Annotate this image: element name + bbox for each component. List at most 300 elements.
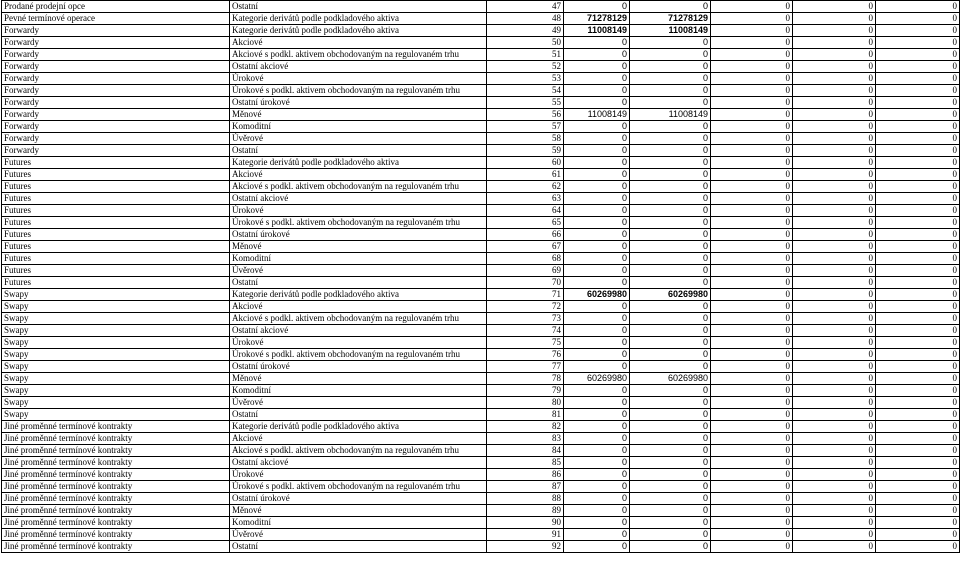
underlying-category-cell: Měnové — [230, 241, 487, 253]
value-cell-5: 0 — [876, 481, 960, 493]
value-cell-4: 0 — [793, 481, 876, 493]
value-cell-3: 0 — [711, 361, 793, 373]
value-cell-2: 0 — [630, 229, 711, 241]
table-row — [2, 397, 960, 409]
value-cell-5: 0 — [876, 169, 960, 181]
value-cell-2: 0 — [630, 301, 711, 313]
value-cell-4: 0 — [793, 361, 876, 373]
row-number-cell: 78 — [487, 373, 564, 385]
value-cell-2: 0 — [630, 205, 711, 217]
value-cell-4: 0 — [793, 169, 876, 181]
table-body — [2, 1, 960, 553]
table-row — [2, 205, 960, 217]
value-cell-3: 0 — [711, 241, 793, 253]
value-cell-4: 0 — [793, 289, 876, 301]
row-number-cell: 56 — [487, 109, 564, 121]
value-cell-3: 0 — [711, 409, 793, 421]
value-cell-1: 0 — [564, 301, 630, 313]
table-row — [2, 301, 960, 313]
value-cell-2: 0 — [630, 37, 711, 49]
table-row — [2, 121, 960, 133]
value-cell-1: 71278129 — [564, 13, 630, 25]
value-cell-5: 0 — [876, 145, 960, 157]
underlying-category-cell: Úrokové s podkl. aktivem obchodovaným na regulovaném trhu — [230, 481, 487, 493]
value-cell-4: 0 — [793, 277, 876, 289]
table-row — [2, 1, 960, 13]
value-cell-1: 0 — [564, 217, 630, 229]
row-number-cell: 84 — [487, 445, 564, 457]
underlying-category-cell: Kategorie derivátů podle podkladového aktiva — [230, 421, 487, 433]
derivatives-table — [1, 0, 960, 553]
value-cell-1: 0 — [564, 121, 630, 133]
underlying-category-cell: Ostatní — [230, 541, 487, 553]
derivative-type-cell: Forwardy — [2, 73, 230, 85]
value-cell-3: 0 — [711, 193, 793, 205]
table-row — [2, 13, 960, 25]
value-cell-4: 0 — [793, 529, 876, 541]
value-cell-5: 0 — [876, 61, 960, 73]
value-cell-2: 0 — [630, 409, 711, 421]
value-cell-5: 0 — [876, 25, 960, 37]
underlying-category-cell: Komoditní — [230, 253, 487, 265]
value-cell-3: 0 — [711, 37, 793, 49]
derivative-type-cell: Forwardy — [2, 133, 230, 145]
value-cell-3: 0 — [711, 289, 793, 301]
value-cell-1: 0 — [564, 517, 630, 529]
table-row — [2, 37, 960, 49]
value-cell-3: 0 — [711, 445, 793, 457]
value-cell-4: 0 — [793, 181, 876, 193]
value-cell-3: 0 — [711, 457, 793, 469]
value-cell-5: 0 — [876, 121, 960, 133]
value-cell-4: 0 — [793, 97, 876, 109]
underlying-category-cell: Ostatní úrokové — [230, 361, 487, 373]
value-cell-2: 0 — [630, 349, 711, 361]
value-cell-4: 0 — [793, 253, 876, 265]
derivative-type-cell: Forwardy — [2, 49, 230, 61]
underlying-category-cell: Akciové — [230, 301, 487, 313]
derivative-type-cell: Jiné proměnné termínové kontrakty — [2, 541, 230, 553]
value-cell-2: 0 — [630, 541, 711, 553]
derivative-type-cell: Forwardy — [2, 121, 230, 133]
value-cell-5: 0 — [876, 181, 960, 193]
value-cell-5: 0 — [876, 289, 960, 301]
value-cell-4: 0 — [793, 313, 876, 325]
value-cell-3: 0 — [711, 373, 793, 385]
underlying-category-cell: Úrokové s podkl. aktivem obchodovaným na regulovaném trhu — [230, 85, 487, 97]
derivative-type-cell: Futures — [2, 229, 230, 241]
value-cell-2: 0 — [630, 133, 711, 145]
table-row — [2, 325, 960, 337]
value-cell-1: 0 — [564, 505, 630, 517]
value-cell-2: 0 — [630, 493, 711, 505]
derivative-type-cell: Forwardy — [2, 85, 230, 97]
value-cell-4: 0 — [793, 205, 876, 217]
row-number-cell: 91 — [487, 529, 564, 541]
row-number-cell: 75 — [487, 337, 564, 349]
table-row — [2, 145, 960, 157]
derivative-type-cell: Futures — [2, 253, 230, 265]
value-cell-1: 0 — [564, 193, 630, 205]
row-number-cell: 69 — [487, 265, 564, 277]
value-cell-3: 0 — [711, 301, 793, 313]
value-cell-4: 0 — [793, 445, 876, 457]
value-cell-1: 0 — [564, 61, 630, 73]
derivative-type-cell: Forwardy — [2, 37, 230, 49]
row-number-cell: 51 — [487, 49, 564, 61]
value-cell-1: 0 — [564, 265, 630, 277]
table-row — [2, 217, 960, 229]
row-number-cell: 71 — [487, 289, 564, 301]
table-row — [2, 25, 960, 37]
value-cell-3: 0 — [711, 337, 793, 349]
value-cell-4: 0 — [793, 85, 876, 97]
table-row — [2, 421, 960, 433]
derivative-type-cell: Jiné proměnné termínové kontrakty — [2, 481, 230, 493]
value-cell-5: 0 — [876, 313, 960, 325]
row-number-cell: 48 — [487, 13, 564, 25]
value-cell-3: 0 — [711, 133, 793, 145]
underlying-category-cell: Kategorie derivátů podle podkladového aktiva — [230, 289, 487, 301]
table-row — [2, 61, 960, 73]
value-cell-4: 0 — [793, 229, 876, 241]
value-cell-3: 0 — [711, 1, 793, 13]
value-cell-2: 0 — [630, 313, 711, 325]
value-cell-5: 0 — [876, 133, 960, 145]
table-row — [2, 193, 960, 205]
value-cell-3: 0 — [711, 313, 793, 325]
value-cell-3: 0 — [711, 529, 793, 541]
value-cell-1: 0 — [564, 85, 630, 97]
table-row — [2, 241, 960, 253]
value-cell-5: 0 — [876, 337, 960, 349]
underlying-category-cell: Komoditní — [230, 121, 487, 133]
value-cell-4: 0 — [793, 469, 876, 481]
value-cell-1: 0 — [564, 1, 630, 13]
value-cell-2: 0 — [630, 397, 711, 409]
table-row — [2, 517, 960, 529]
value-cell-4: 0 — [793, 517, 876, 529]
table-row — [2, 73, 960, 85]
derivative-type-cell: Futures — [2, 169, 230, 181]
value-cell-2: 0 — [630, 325, 711, 337]
derivative-type-cell: Futures — [2, 217, 230, 229]
value-cell-5: 0 — [876, 397, 960, 409]
derivative-type-cell: Swapy — [2, 337, 230, 349]
underlying-category-cell: Kategorie derivátů podle podkladového aktiva — [230, 157, 487, 169]
value-cell-3: 0 — [711, 265, 793, 277]
value-cell-2: 0 — [630, 49, 711, 61]
value-cell-2: 0 — [630, 217, 711, 229]
value-cell-5: 0 — [876, 325, 960, 337]
value-cell-5: 0 — [876, 277, 960, 289]
underlying-category-cell: Akciové s podkl. aktivem obchodovaným na regulovaném trhu — [230, 313, 487, 325]
value-cell-2: 0 — [630, 1, 711, 13]
value-cell-4: 0 — [793, 1, 876, 13]
value-cell-2: 0 — [630, 517, 711, 529]
row-number-cell: 53 — [487, 73, 564, 85]
value-cell-1: 0 — [564, 529, 630, 541]
value-cell-1: 0 — [564, 229, 630, 241]
value-cell-3: 0 — [711, 25, 793, 37]
underlying-category-cell: Úrokové s podkl. aktivem obchodovaným na regulovaném trhu — [230, 217, 487, 229]
row-number-cell: 49 — [487, 25, 564, 37]
value-cell-5: 0 — [876, 541, 960, 553]
derivative-type-cell: Futures — [2, 241, 230, 253]
value-cell-3: 0 — [711, 505, 793, 517]
table-row — [2, 157, 960, 169]
value-cell-1: 0 — [564, 241, 630, 253]
table-row — [2, 541, 960, 553]
value-cell-4: 0 — [793, 433, 876, 445]
value-cell-1: 0 — [564, 433, 630, 445]
value-cell-2: 0 — [630, 241, 711, 253]
value-cell-1: 0 — [564, 421, 630, 433]
value-cell-2: 0 — [630, 193, 711, 205]
derivative-type-cell: Jiné proměnné termínové kontrakty — [2, 505, 230, 517]
table-row — [2, 277, 960, 289]
value-cell-5: 0 — [876, 457, 960, 469]
table-row — [2, 313, 960, 325]
underlying-category-cell: Úrokové — [230, 205, 487, 217]
row-number-cell: 63 — [487, 193, 564, 205]
derivative-type-cell: Swapy — [2, 361, 230, 373]
table-row — [2, 457, 960, 469]
underlying-category-cell: Ostatní akciové — [230, 325, 487, 337]
derivative-type-cell: Forwardy — [2, 145, 230, 157]
derivative-type-cell: Prodané prodejní opce — [2, 1, 230, 13]
value-cell-4: 0 — [793, 385, 876, 397]
value-cell-4: 0 — [793, 421, 876, 433]
underlying-category-cell: Úrokové — [230, 469, 487, 481]
value-cell-2: 0 — [630, 457, 711, 469]
row-number-cell: 88 — [487, 493, 564, 505]
table-row — [2, 253, 960, 265]
table-row — [2, 49, 960, 61]
row-number-cell: 87 — [487, 481, 564, 493]
underlying-category-cell: Komoditní — [230, 517, 487, 529]
value-cell-5: 0 — [876, 205, 960, 217]
value-cell-5: 0 — [876, 1, 960, 13]
derivative-type-cell: Forwardy — [2, 97, 230, 109]
underlying-category-cell: Měnové — [230, 373, 487, 385]
derivative-type-cell: Jiné proměnné termínové kontrakty — [2, 445, 230, 457]
value-cell-1: 60269980 — [564, 373, 630, 385]
value-cell-2: 0 — [630, 481, 711, 493]
value-cell-2: 71278129 — [630, 13, 711, 25]
value-cell-2: 0 — [630, 469, 711, 481]
value-cell-5: 0 — [876, 217, 960, 229]
row-number-cell: 83 — [487, 433, 564, 445]
derivative-type-cell: Swapy — [2, 313, 230, 325]
derivative-type-cell: Jiné proměnné termínové kontrakty — [2, 469, 230, 481]
value-cell-3: 0 — [711, 325, 793, 337]
value-cell-1: 0 — [564, 481, 630, 493]
row-number-cell: 54 — [487, 85, 564, 97]
underlying-category-cell: Akciové — [230, 433, 487, 445]
underlying-category-cell: Úrokové — [230, 73, 487, 85]
value-cell-3: 0 — [711, 481, 793, 493]
derivative-type-cell: Futures — [2, 277, 230, 289]
value-cell-3: 0 — [711, 109, 793, 121]
value-cell-1: 0 — [564, 145, 630, 157]
value-cell-3: 0 — [711, 385, 793, 397]
underlying-category-cell: Ostatní úrokové — [230, 493, 487, 505]
row-number-cell: 55 — [487, 97, 564, 109]
value-cell-5: 0 — [876, 37, 960, 49]
derivative-type-cell: Swapy — [2, 385, 230, 397]
row-number-cell: 92 — [487, 541, 564, 553]
value-cell-1: 0 — [564, 445, 630, 457]
value-cell-3: 0 — [711, 97, 793, 109]
value-cell-5: 0 — [876, 109, 960, 121]
table-row — [2, 337, 960, 349]
value-cell-3: 0 — [711, 397, 793, 409]
derivative-type-cell: Forwardy — [2, 25, 230, 37]
table-row — [2, 349, 960, 361]
value-cell-5: 0 — [876, 421, 960, 433]
table-row — [2, 133, 960, 145]
value-cell-5: 0 — [876, 49, 960, 61]
underlying-category-cell: Ostatní úrokové — [230, 97, 487, 109]
table-row — [2, 433, 960, 445]
row-number-cell: 68 — [487, 253, 564, 265]
row-number-cell: 66 — [487, 229, 564, 241]
value-cell-1: 0 — [564, 133, 630, 145]
row-number-cell: 72 — [487, 301, 564, 313]
value-cell-3: 0 — [711, 253, 793, 265]
value-cell-2: 0 — [630, 145, 711, 157]
table-row — [2, 409, 960, 421]
value-cell-2: 0 — [630, 433, 711, 445]
value-cell-3: 0 — [711, 13, 793, 25]
derivative-type-cell: Swapy — [2, 349, 230, 361]
value-cell-2: 60269980 — [630, 373, 711, 385]
table-row — [2, 481, 960, 493]
value-cell-4: 0 — [793, 349, 876, 361]
table-row — [2, 529, 960, 541]
row-number-cell: 82 — [487, 421, 564, 433]
derivative-type-cell: Jiné proměnné termínové kontrakty — [2, 517, 230, 529]
value-cell-5: 0 — [876, 13, 960, 25]
value-cell-3: 0 — [711, 49, 793, 61]
row-number-cell: 61 — [487, 169, 564, 181]
value-cell-1: 11008149 — [564, 109, 630, 121]
value-cell-2: 0 — [630, 421, 711, 433]
row-number-cell: 67 — [487, 241, 564, 253]
value-cell-3: 0 — [711, 145, 793, 157]
underlying-category-cell: Komoditní — [230, 385, 487, 397]
value-cell-4: 0 — [793, 193, 876, 205]
derivative-type-cell: Jiné proměnné termínové kontrakty — [2, 421, 230, 433]
derivative-type-cell: Swapy — [2, 373, 230, 385]
row-number-cell: 59 — [487, 145, 564, 157]
table-row — [2, 445, 960, 457]
value-cell-2: 0 — [630, 61, 711, 73]
value-cell-1: 0 — [564, 157, 630, 169]
value-cell-1: 11008149 — [564, 25, 630, 37]
table-row — [2, 469, 960, 481]
underlying-category-cell: Úvěrové — [230, 133, 487, 145]
value-cell-1: 0 — [564, 325, 630, 337]
row-number-cell: 73 — [487, 313, 564, 325]
value-cell-3: 0 — [711, 433, 793, 445]
value-cell-2: 0 — [630, 361, 711, 373]
value-cell-3: 0 — [711, 349, 793, 361]
value-cell-4: 0 — [793, 133, 876, 145]
value-cell-5: 0 — [876, 349, 960, 361]
value-cell-3: 0 — [711, 169, 793, 181]
value-cell-4: 0 — [793, 241, 876, 253]
value-cell-1: 0 — [564, 205, 630, 217]
value-cell-1: 0 — [564, 181, 630, 193]
row-number-cell: 60 — [487, 157, 564, 169]
row-number-cell: 80 — [487, 397, 564, 409]
value-cell-1: 0 — [564, 409, 630, 421]
value-cell-4: 0 — [793, 217, 876, 229]
row-number-cell: 50 — [487, 37, 564, 49]
derivative-type-cell: Jiné proměnné termínové kontrakty — [2, 493, 230, 505]
value-cell-5: 0 — [876, 409, 960, 421]
value-cell-2: 0 — [630, 277, 711, 289]
value-cell-3: 0 — [711, 121, 793, 133]
value-cell-1: 0 — [564, 337, 630, 349]
underlying-category-cell: Ostatní — [230, 409, 487, 421]
value-cell-2: 0 — [630, 445, 711, 457]
underlying-category-cell: Akciové s podkl. aktivem obchodovaným na regulovaném trhu — [230, 49, 487, 61]
value-cell-4: 0 — [793, 145, 876, 157]
underlying-category-cell: Ostatní úrokové — [230, 229, 487, 241]
underlying-category-cell: Úvěrové — [230, 397, 487, 409]
value-cell-1: 0 — [564, 493, 630, 505]
value-cell-5: 0 — [876, 85, 960, 97]
value-cell-1: 0 — [564, 49, 630, 61]
underlying-category-cell: Kategorie derivátů podle podkladového aktiva — [230, 13, 487, 25]
value-cell-1: 0 — [564, 349, 630, 361]
row-number-cell: 77 — [487, 361, 564, 373]
value-cell-4: 0 — [793, 157, 876, 169]
value-cell-2: 0 — [630, 85, 711, 97]
value-cell-1: 0 — [564, 361, 630, 373]
table-row — [2, 109, 960, 121]
value-cell-4: 0 — [793, 301, 876, 313]
value-cell-3: 0 — [711, 421, 793, 433]
value-cell-1: 0 — [564, 253, 630, 265]
value-cell-2: 0 — [630, 157, 711, 169]
value-cell-5: 0 — [876, 265, 960, 277]
table-row — [2, 85, 960, 97]
value-cell-3: 0 — [711, 217, 793, 229]
underlying-category-cell: Akciové s podkl. aktivem obchodovaným na regulovaném trhu — [230, 445, 487, 457]
value-cell-1: 0 — [564, 385, 630, 397]
table-row — [2, 385, 960, 397]
value-cell-5: 0 — [876, 193, 960, 205]
value-cell-3: 0 — [711, 277, 793, 289]
value-cell-5: 0 — [876, 241, 960, 253]
derivative-type-cell: Forwardy — [2, 109, 230, 121]
table-row — [2, 181, 960, 193]
derivative-type-cell: Swapy — [2, 325, 230, 337]
value-cell-1: 0 — [564, 37, 630, 49]
derivative-type-cell: Swapy — [2, 409, 230, 421]
value-cell-5: 0 — [876, 373, 960, 385]
row-number-cell: 57 — [487, 121, 564, 133]
value-cell-4: 0 — [793, 73, 876, 85]
value-cell-4: 0 — [793, 13, 876, 25]
value-cell-1: 0 — [564, 97, 630, 109]
row-number-cell: 47 — [487, 1, 564, 13]
value-cell-3: 0 — [711, 85, 793, 97]
